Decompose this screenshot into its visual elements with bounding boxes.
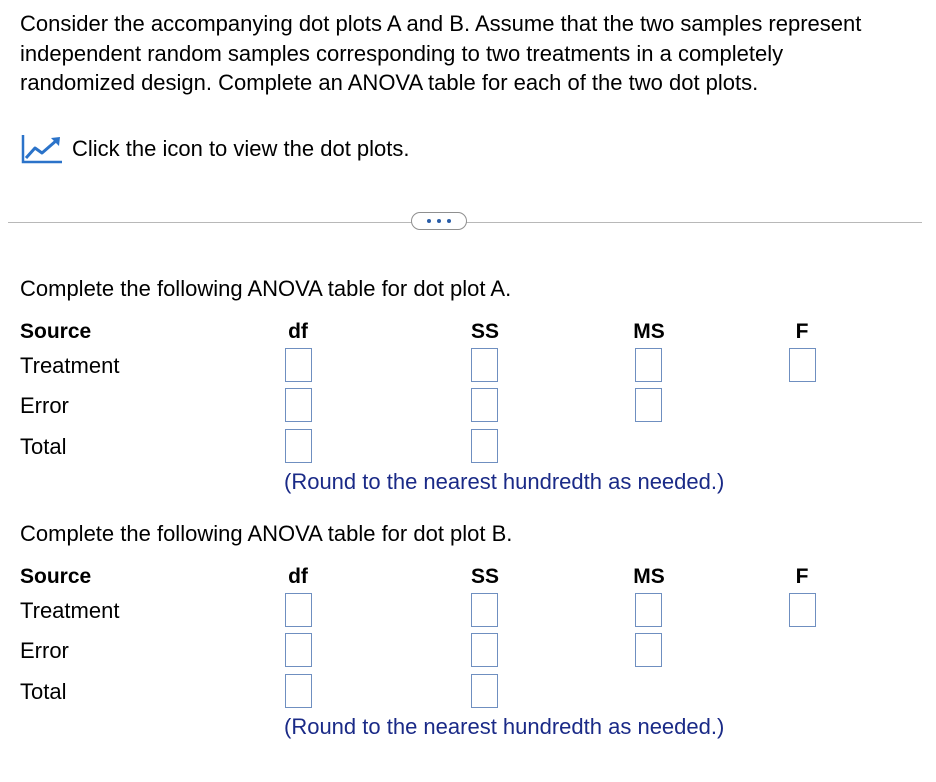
total-ss-input[interactable] (471, 429, 498, 463)
error-df-input[interactable] (285, 633, 312, 667)
rounding-note: (Round to the nearest hundredth as needed.) (284, 714, 725, 739)
error-ms-input[interactable] (635, 633, 662, 667)
treatment-ms-input[interactable] (635, 593, 662, 627)
expand-button[interactable] (411, 212, 467, 230)
view-dot-plots-label[interactable]: Click the icon to view the dot plots. (72, 136, 410, 161)
error-ss-input[interactable] (471, 388, 498, 422)
treatment-f-input[interactable] (789, 348, 816, 382)
error-ms-input[interactable] (635, 388, 662, 422)
header-f: F (795, 565, 809, 588)
treatment-ss-input[interactable] (471, 593, 498, 627)
table-prompt: Complete the following ANOVA table for dot plot B. (20, 521, 513, 546)
treatment-ms-input[interactable] (635, 348, 662, 382)
header-source: Source (20, 565, 92, 588)
row-label-treatment: Treatment (20, 598, 120, 623)
row-label-total: Total (20, 434, 67, 459)
row-label-total: Total (20, 679, 67, 704)
header-source: Source (20, 320, 92, 343)
header-ms: MS (633, 565, 665, 588)
row-label-treatment: Treatment (20, 353, 120, 378)
rounding-note: (Round to the nearest hundredth as needed.) (284, 469, 725, 494)
line-chart-icon[interactable] (20, 133, 64, 165)
total-df-input[interactable] (285, 429, 312, 463)
header-ss: SS (470, 320, 500, 343)
header-f: F (795, 320, 809, 343)
row-label-error: Error (20, 393, 69, 418)
row-label-error: Error (20, 638, 69, 663)
treatment-df-input[interactable] (285, 593, 312, 627)
header-df: df (288, 320, 308, 343)
header-ss: SS (470, 565, 500, 588)
header-ms: MS (633, 320, 665, 343)
treatment-ss-input[interactable] (471, 348, 498, 382)
header-df: df (288, 565, 308, 588)
question-text: Consider the accompanying dot plots A and B. Assume that the two samples represent independent random samples corresponding to two treatments in a completely randomized design. Complete an ANOVA table for each of the two dot plots. (20, 11, 862, 95)
error-df-input[interactable] (285, 388, 312, 422)
treatment-df-input[interactable] (285, 348, 312, 382)
view-dot-plots-link[interactable] (20, 132, 410, 166)
table-prompt: Complete the following ANOVA table for dot plot A. (20, 276, 512, 301)
treatment-f-input[interactable] (789, 593, 816, 627)
ellipsis-icon-dot (437, 219, 441, 223)
total-df-input[interactable] (285, 674, 312, 708)
ellipsis-icon-dot (427, 219, 431, 223)
ellipsis-icon-dot (447, 219, 451, 223)
error-ss-input[interactable] (471, 633, 498, 667)
total-ss-input[interactable] (471, 674, 498, 708)
